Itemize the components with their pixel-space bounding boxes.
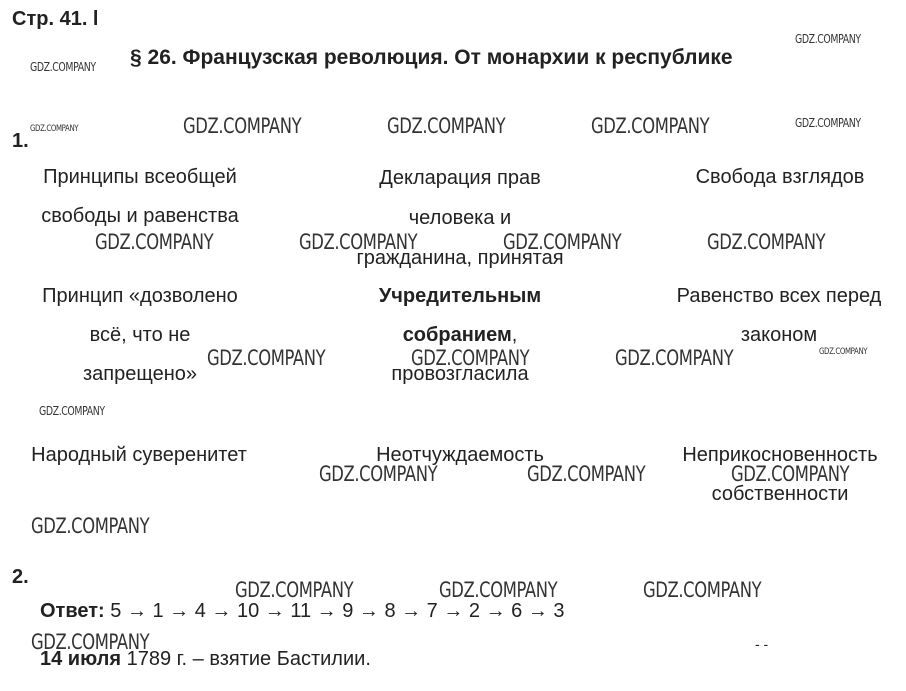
watermark: GDZ.COMPANY xyxy=(299,230,418,254)
text-line: Декларация прав xyxy=(379,167,541,189)
equality-before-law xyxy=(655,277,903,355)
inalienability xyxy=(330,436,590,475)
answer-label: Ответ: xyxy=(40,600,105,622)
bold-text: Учредительным xyxy=(378,285,542,307)
watermark: GDZ.COMPANY xyxy=(235,578,354,602)
watermark: GDZ.COMPANY xyxy=(95,230,214,254)
watermark: GDZ.COMPANY xyxy=(319,462,438,486)
text-line: провозгласила xyxy=(391,363,529,385)
text-line: Принципы всеобщей xyxy=(43,166,237,188)
inviolability-of-property xyxy=(660,436,900,514)
text-line: Принцип «дозволено xyxy=(42,285,238,307)
watermark: GDZ.COMPANY xyxy=(411,346,530,370)
constituent-assembly xyxy=(330,277,590,394)
task-1-number: 1. xyxy=(12,130,29,152)
date-text: 1789 г. – взятие Бастилии. xyxy=(121,648,371,670)
answer-line xyxy=(40,600,565,623)
watermark: GDZ.COMPANY xyxy=(527,462,646,486)
text-line: всё, что не xyxy=(89,324,191,346)
watermark: GDZ.COMPANY xyxy=(731,462,850,486)
date-bold: 14 июля xyxy=(40,648,122,670)
comma: , xyxy=(511,324,518,346)
text-line: законом xyxy=(740,324,818,346)
section-title: § 26. Французская революция. От монархии к республике xyxy=(130,46,733,69)
popular-sovereignty xyxy=(10,436,268,475)
watermark: GDZ.COMPANY xyxy=(615,346,734,370)
principle-freedom-equality xyxy=(15,158,265,236)
watermark: GDZ.COMPANY xyxy=(795,116,861,130)
principle-allowed-everything xyxy=(15,277,265,394)
watermark: GDZ.COMPANY xyxy=(643,578,762,602)
watermark: GDZ.COMPANY xyxy=(387,114,506,138)
date-line xyxy=(40,648,371,671)
bold-text: собранием xyxy=(402,324,512,346)
text-line: человека и xyxy=(408,207,512,229)
answer-sequence: 5 → 1 → 4 → 10 → 11 → 9 → 8 → 7 → 2 → 6 → 3 xyxy=(104,600,565,622)
declaration-of-rights xyxy=(330,158,590,278)
watermark: GDZ.COMPANY xyxy=(795,32,861,46)
text-line: собственности xyxy=(711,483,849,505)
watermark: GDZ.COMPANY xyxy=(819,347,868,357)
watermark: GDZ.COMPANY xyxy=(30,60,96,74)
freedom-of-views xyxy=(660,158,900,197)
text-line: запрещено» xyxy=(82,363,197,385)
watermark: GDZ.COMPANY xyxy=(591,114,710,138)
watermark: GDZ.COMPANY xyxy=(31,630,150,654)
watermark: GDZ.COMPANY xyxy=(439,578,558,602)
watermark: GDZ.COMPANY xyxy=(30,124,79,134)
text-line: гражданина, принятая xyxy=(356,247,564,269)
watermark: GDZ.COMPANY xyxy=(31,514,150,538)
text-line: Народный суверенитет xyxy=(31,444,247,466)
watermark: GDZ.COMPANY xyxy=(183,114,302,138)
watermark: GDZ.COMPANY xyxy=(207,346,326,370)
text-line: свободы и равенства xyxy=(41,205,239,227)
task-2-number: 2. xyxy=(12,566,29,588)
watermark: GDZ.COMPANY xyxy=(707,230,826,254)
text-line: Свобода взглядов xyxy=(695,166,865,188)
watermark: GDZ.COMPANY xyxy=(39,404,105,418)
page-label: Стр. 41. l xyxy=(12,8,99,30)
watermark: GDZ.COMPANY xyxy=(503,230,622,254)
text-line: Неотчуждаемость xyxy=(376,444,544,466)
text-line: Равенство всех перед xyxy=(676,285,882,307)
stray-dots: - - xyxy=(755,636,769,652)
text-line: Неприкосновенность xyxy=(682,444,878,466)
